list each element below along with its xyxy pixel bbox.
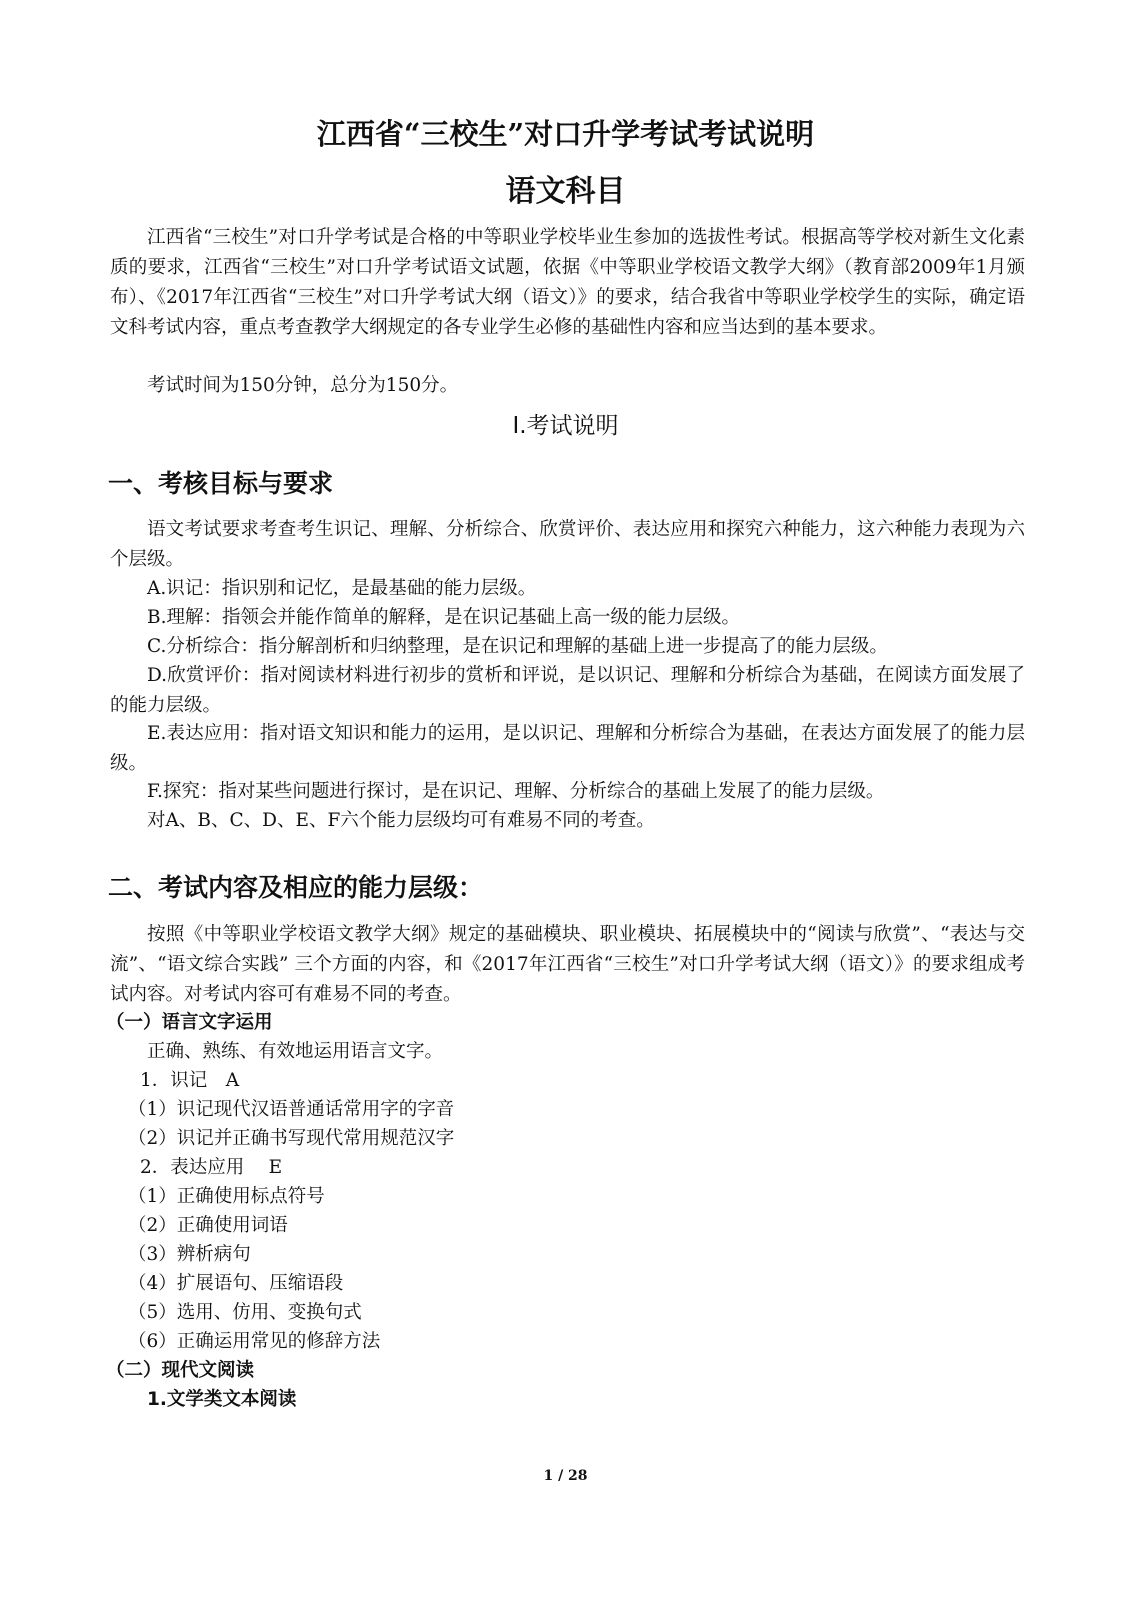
item-expression-point-1: （1）正确使用标点符号 — [128, 1186, 325, 1207]
item-expression-point-3: （3）辨析病句 — [128, 1244, 251, 1265]
document-title: 江西省“三校生”对口升学考试考试说明 — [316, 117, 815, 151]
item-memorize: 1．识记 A — [140, 1070, 240, 1091]
exam-time-text: 考试时间为150分钟，总分为150分。 — [147, 375, 459, 396]
level-d-text: D.欣赏评价：指对阅读材料进行初步的赏析和评说，是以识记、理解和分析综合为基础，在阅读方面发展了的能力层级。 — [110, 665, 1025, 716]
item-expression-point-2: （2）正确使用词语 — [128, 1215, 288, 1236]
section1-heading: 一、考核目标与要求 — [108, 469, 334, 498]
item-expression-point-4: （4）扩展语句、压缩语段 — [128, 1273, 344, 1294]
part-title: I.考试说明 — [512, 413, 619, 439]
item-expression-point-6: （6）正确运用常见的修辞方法 — [128, 1331, 381, 1352]
subsection-language-heading: （一）语言文字运用 — [106, 1012, 273, 1033]
section1-intro: 语文考试要求考查考生识记、理解、分析综合、欣赏评价、表达应用和探究六种能力，这六种能力表现为六个层级。 — [110, 519, 1025, 570]
level-b-text: B.理解：指领会并能作简单的解释，是在识记基础上高一级的能力层级。 — [147, 607, 740, 628]
level-e-text: E.表达应用：指对语文知识和能力的运用，是以识记、理解和分析综合为基础，在表达方面发展了的能力层级。 — [110, 723, 1025, 774]
item-memorize-point-2: （2）识记并正确书写现代常用规范汉字 — [128, 1128, 455, 1149]
level-c-text: C.分析综合：指分解剖析和归纳整理，是在识记和理解的基础上进一步提高了的能力层级。 — [147, 636, 888, 657]
subsection-reading-heading: （二）现代文阅读 — [106, 1360, 255, 1381]
subsection-language-intro: 正确、熟练、有效地运用语言文字。 — [147, 1041, 444, 1062]
document-subtitle: 语文科目 — [505, 174, 626, 209]
section2-intro: 按照《中等职业学校语文教学大纲》规定的基础模块、职业模块、拓展模块中的“阅读与欣赏”、“表达与交流”、“语文综合实践” 三个方面的内容，和《2017年江西省“三校生”对口升学考试大纲（语文）》的要求组成考试内容。对考试内容可有难易不同的考查。 — [110, 924, 1025, 1005]
item-expression: 2．表达应用 E — [140, 1157, 283, 1178]
section2-heading: 二、考试内容及相应的能力层级： — [108, 873, 484, 902]
section1-closing: 对A、B、C、D、E、F六个能力层级均可有难易不同的考查。 — [147, 810, 655, 831]
page-number: 1 / 28 — [543, 1468, 588, 1484]
intro-paragraph: 江西省“三校生”对口升学考试是合格的中等职业学校毕业生参加的选拔性考试。根据高等学校对新生文化素质的要求，江西省“三校生”对口升学考试语文试题，依据《中等职业学校语文教学大纲》（教育部2009年1月颁布）、《2017年江西省“三校生”对口升学考试大纲（语文）》的要求，结合我省中等职业学校学生的实际，确定语文科考试内容，重点考查教学大纲规定的各专业学生必修的基础性内容和应当达到的基本要求。 — [110, 227, 1025, 338]
level-a-text: A.识记：指识别和记忆，是最基础的能力层级。 — [147, 578, 537, 599]
level-f-text: F.探究：指对某些问题进行探讨，是在识记、理解、分析综合的基础上发展了的能力层级。 — [147, 781, 885, 802]
subsection-reading-item-1: 1.文学类文本阅读 — [147, 1389, 297, 1410]
item-memorize-point-1: （1）识记现代汉语普通话常用字的字音 — [128, 1099, 455, 1120]
item-expression-point-5: （5）选用、仿用、变换句式 — [128, 1302, 362, 1323]
